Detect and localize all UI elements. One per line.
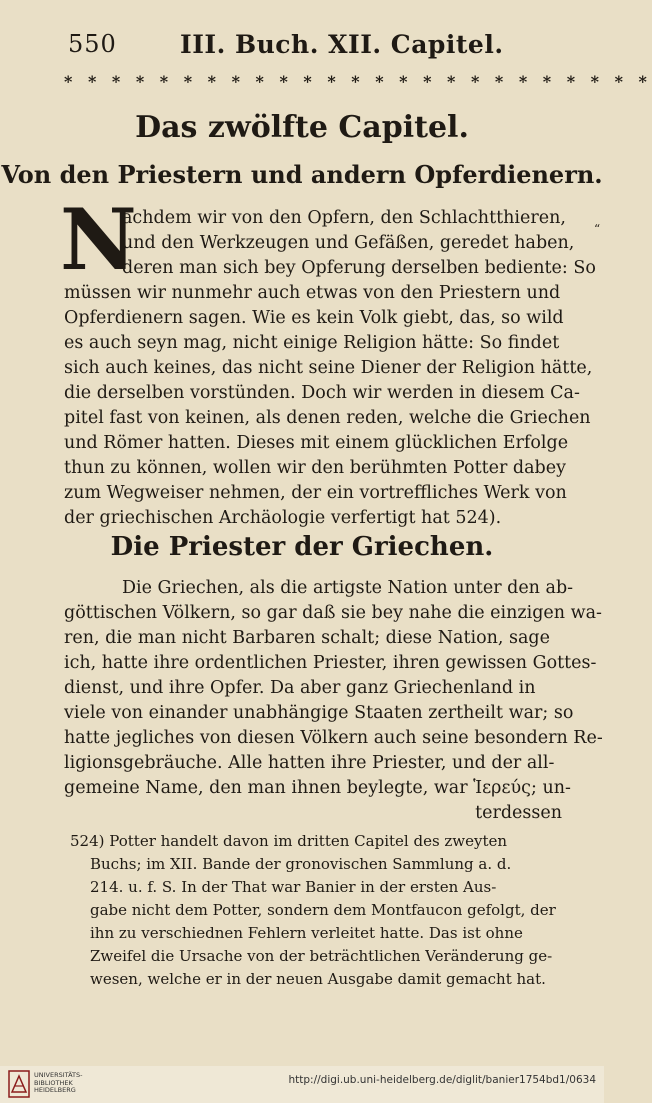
page-number: 550 [68, 30, 117, 58]
text-line: Opferdienern sagen. Wie es kein Volk giebt, das, so wild [64, 308, 564, 328]
text-line: deren man sich bey Opferung derselben bediente: So [122, 258, 596, 278]
text-line: ligionsgebräuche. Alle hatten ihre Priester, und der all- [64, 753, 555, 773]
footnote-line: 524) Potter handelt davon im dritten Capitel des zweyten [70, 832, 508, 850]
catchword: terdessen [475, 803, 562, 823]
chapter-title: Das zwölfte Capitel. [135, 110, 469, 145]
page-header [60, 28, 564, 64]
text-line: pitel fast von keinen, als denen reden, welche die Griechen [64, 408, 591, 428]
text-line: göttischen Völkern, so gar daß sie bey nahe die einzigen wa- [64, 603, 602, 623]
footnote-line: gabe nicht dem Potter, sondern dem Montfaucon gefolgt, der [90, 901, 556, 919]
library-name-line: UNIVERSITÄTS- [34, 1071, 83, 1079]
library-name-line: HEIDELBERG [34, 1086, 76, 1094]
digitization-footer [0, 1066, 604, 1103]
text-line: Die Griechen, als die artigste Nation unter den ab- [122, 578, 574, 598]
margin-mark: “ [594, 222, 601, 236]
text-line: ich, hatte ihre ordentlichen Priester, ihren gewissen Gottes- [64, 653, 597, 673]
footnote-line: Zweifel die Ursache von der beträchtlichen Veränderung ge- [90, 947, 553, 965]
text-line: der griechischen Archäologie verfertigt hat 524). [64, 508, 502, 528]
drop-cap: N [60, 190, 137, 289]
footnote-line: ihn zu verschiednen Fehlern verleitet hatte. Das ist ohne [90, 924, 523, 942]
text-line: dienst, und ihre Opfer. Da aber ganz Griechenland in [64, 678, 536, 698]
library-seal-icon [8, 1070, 30, 1098]
source-url-link[interactable]: http://digi.ub.uni-heidelberg.de/diglit/banier1754bd1/0634 [288, 1074, 596, 1086]
text-line: viele von einander unabhängige Staaten zertheilt war; so [64, 703, 574, 723]
text-line: gemeine Name, den man ihnen beylegte, war Ἱερεύς; un- [64, 778, 571, 798]
chapter-subtitle: Von den Priestern und andern Opferdienern. [1, 160, 603, 189]
text-line: ren, die man nicht Barbaren schalt; diese Nation, sage [64, 628, 550, 648]
text-line: müssen wir nunmehr auch etwas von den Priestern und [64, 283, 561, 303]
text-line: sich auch keines, das nicht seine Diener der Religion hätte, [64, 358, 593, 378]
text-line: hatte jegliches von diesen Völkern auch seine besondern Re- [64, 728, 603, 748]
text-line: es auch seyn mag, nicht einige Religion hätte: So findet [64, 333, 560, 353]
text-line: achdem wir von den Opfern, den Schlachtthieren, [122, 208, 566, 228]
library-name [34, 1072, 83, 1095]
text-line: und Römer hatten. Dieses mit einem glücklichen Erfolge [64, 433, 569, 453]
footnote-line: 214. u. f. S. In der That war Banier in der ersten Aus- [90, 878, 497, 896]
text-line: und den Werkzeugen und Gefäßen, geredet haben, [122, 233, 575, 253]
library-name-line: BIBLIOTHEK [34, 1078, 73, 1087]
ornament-rule: * * * * * * * * * * * * * * * * * * * * * * * * * [64, 72, 652, 91]
section-title: Die Priester der Griechen. [110, 532, 494, 562]
footnote-line: wesen, welche er in der neuen Ausgabe damit gemacht hat. [90, 970, 546, 988]
text-line: zum Wegweiser nehmen, der ein vortreffliches Werk von [64, 483, 567, 503]
footnote-line: Buchs; im XII. Bande der gronovischen Sammlung a. d. [90, 855, 512, 873]
text-line: thun zu können, wollen wir den berühmten Potter dabey [64, 458, 567, 478]
running-title: III. Buch. XII. Capitel. [180, 30, 504, 59]
text-line: die derselben vorstünden. Doch wir werden in diesem Ca- [64, 383, 580, 403]
